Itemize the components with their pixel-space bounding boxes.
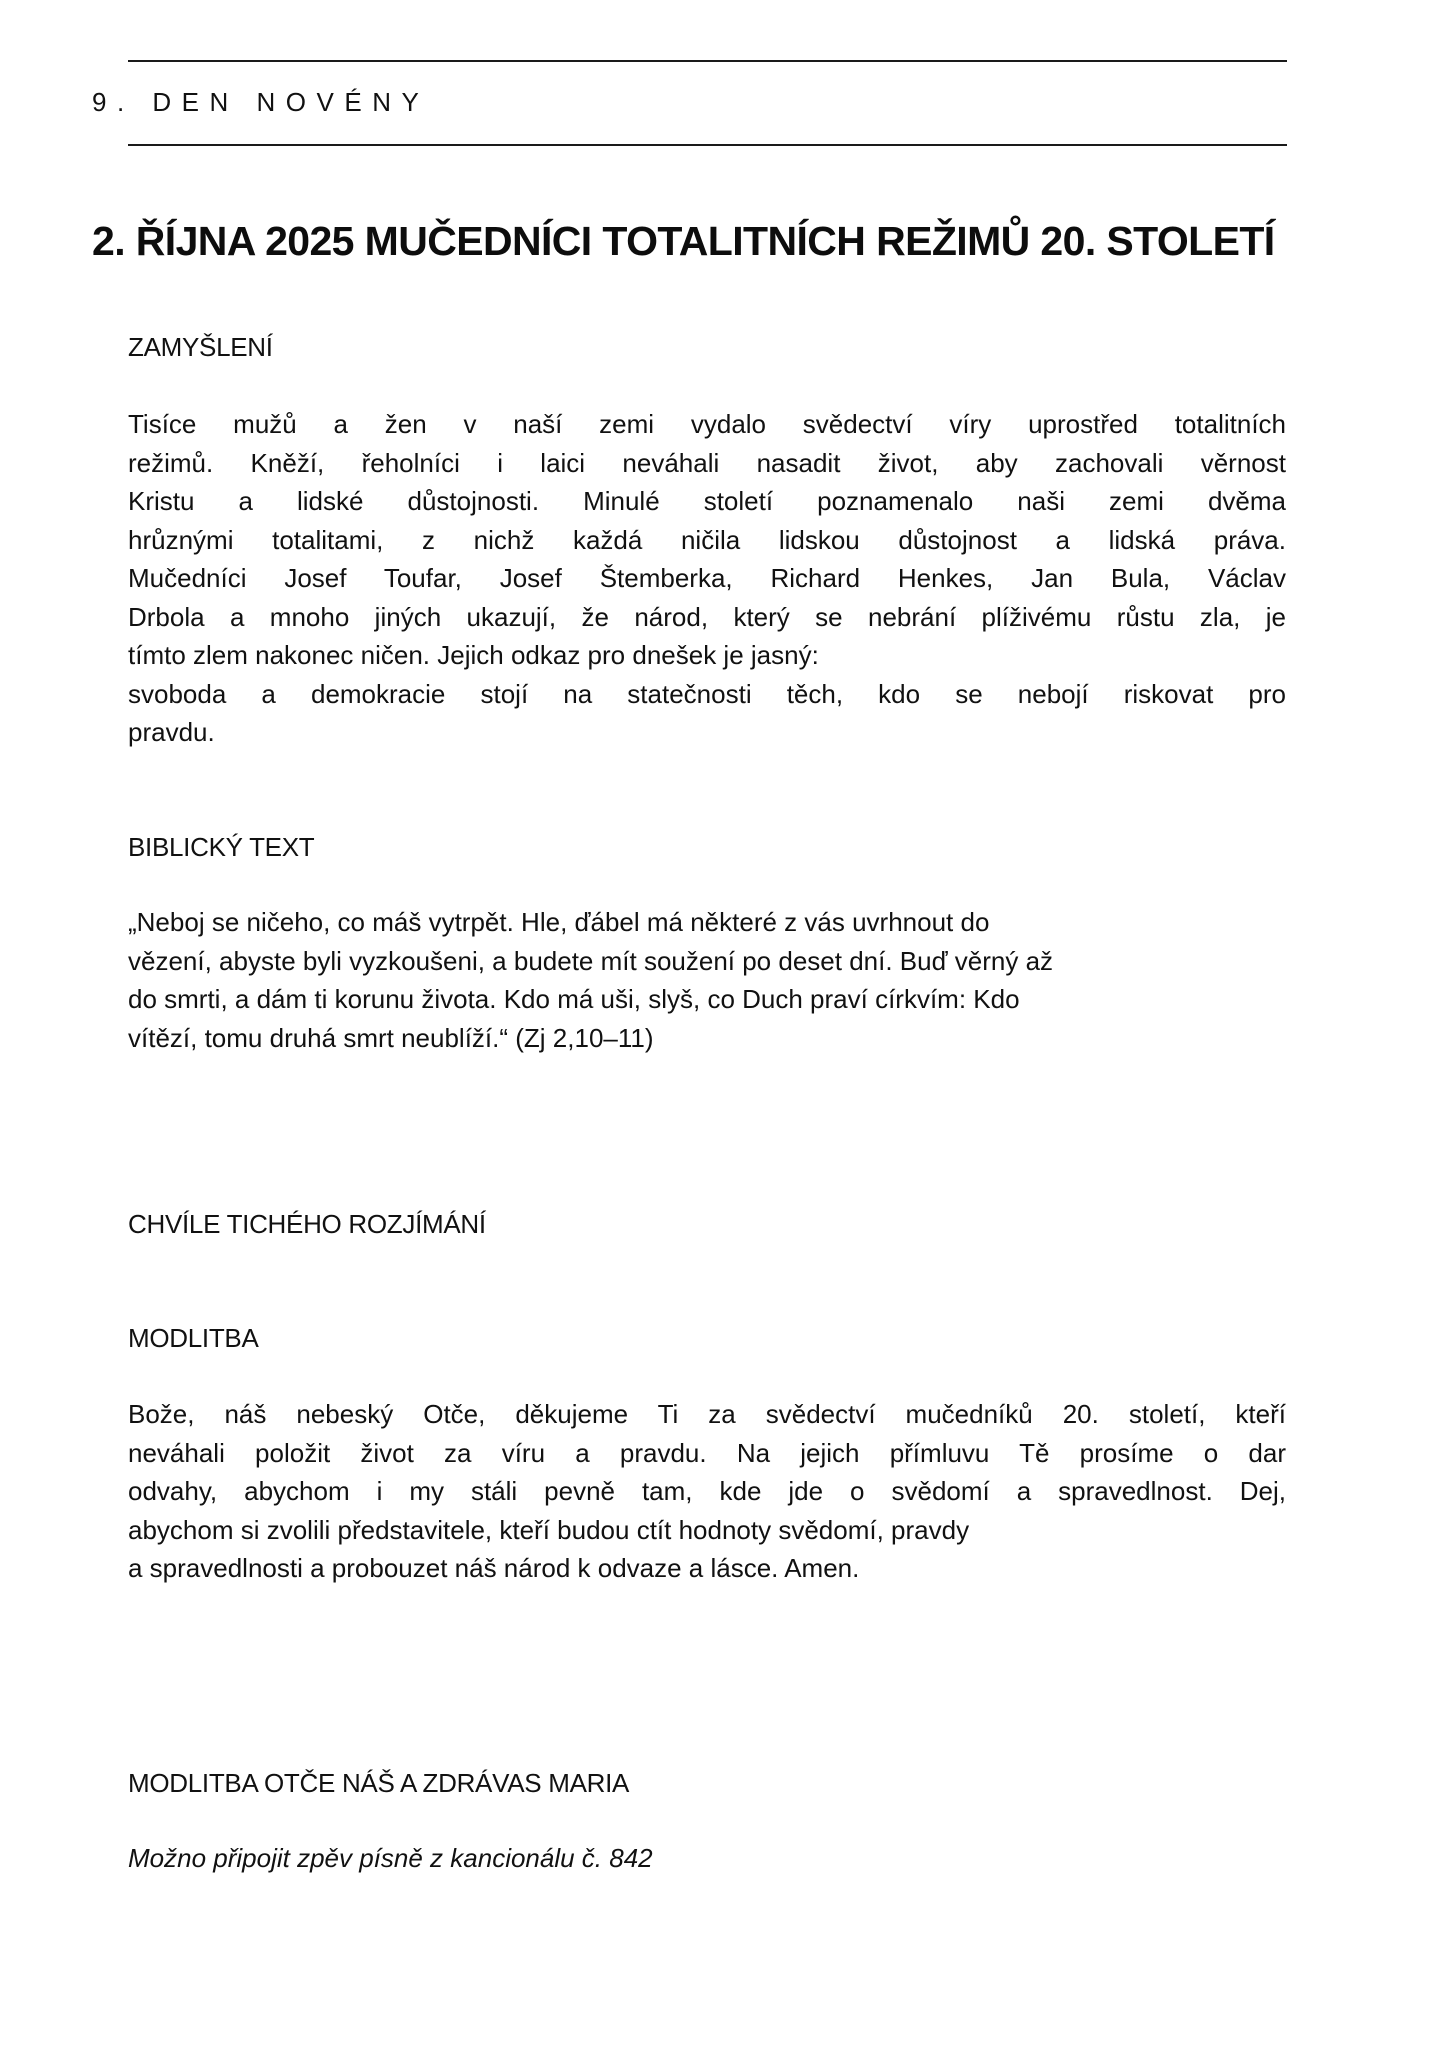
bible-quote-line: do smrti, a dám ti korunu života. Kdo má uši, slyš, co Duch praví církvím: Kdo [128,984,1020,1014]
reflection-line: Mučedníci Josef Toufar, Josef Štemberka, Richard Henkes, Jan Bula, Václav [128,563,1286,593]
novena-day-label: 9. DEN NOVÉNY [92,87,430,117]
bible-quote [128,903,1286,1057]
reflection-line: Drbola a mnoho jiných ukazují, že národ, který se nebrání plíživému růstu zla, je [128,601,1286,632]
reflection-heading: ZAMYŠLENÍ [128,332,273,362]
reflection-line: svoboda a demokracie stojí na statečnosti těch, kdo se nebojí riskovat pro [128,678,1286,709]
reflection-line: pravdu. [128,717,215,747]
reflection-paragraph [128,405,1286,752]
prayer-heading: MODLITBA [128,1323,259,1353]
bible-text-heading: BIBLICKÝ TEXT [128,832,315,862]
prayer-line: a spravedlnosti a probouzet náš národ k odvaze a lásce. Amen. [128,1553,860,1583]
prayer-line: Bože, náš nebeský Otče, děkujeme Ti za svědectví mučedníků 20. století, kteří [128,1399,1286,1429]
prayer-line: abychom si zvolili představitele, kteří budou ctít hodnoty svědomí, pravdy [128,1514,970,1545]
lords-prayer-heading: MODLITBA OTČE NÁŠ A ZDRÁVAS MARIA [128,1768,630,1798]
page-title: 2. ŘÍJNA 2025 MUČEDNÍCI TOTALITNÍCH REŽIMŮ 20. STOLETÍ [92,218,1275,264]
prayer-paragraph [128,1395,1286,1588]
prayer-line: odvahy, abychom i my stáli pevně tam, kde jde o svědomí a spravedlnost. Dej, [128,1476,1286,1506]
reflection-line: režimů. Kněží, řeholníci i laici neváhali nasadit život, aby zachovali věrnost [128,447,1286,478]
prayer-line: neváhali položit život za víru a pravdu. Na jejich přímluvu Tě prosíme o dar [128,1437,1286,1468]
hymn-note: Možno připojit zpěv písně z kancionálu č. 842 [128,1843,653,1873]
bible-quote-line: „Neboj se ničeho, co máš vytrpět. Hle, ďábel má některé z vás uvrhnout do [128,907,990,937]
reflection-line: Kristu a lidské důstojnosti. Minulé století poznamenalo naši zemi dvěma [128,486,1286,516]
header-top-rule [128,60,1287,62]
bible-quote-line: vítězí, tomu druhá smrt neublíží.“ (Zj 2,10–11) [128,1022,654,1053]
reflection-line: Tisíce mužů a žen v naší zemi vydalo svědectví víry uprostřed totalitních [128,409,1286,439]
reflection-line: tímto zlem nakonec ničen. Jejich odkaz pro dnešek je jasný: [128,640,819,670]
bible-quote-line: vězení, abyste byli vyzkoušeni, a budete mít soužení po deset dní. Buď věrný až [128,945,1054,976]
reflection-line: hrůznými totalitami, z nichž každá ničila lidskou důstojnost a lidská práva. [128,524,1286,555]
header-bottom-rule [128,144,1287,146]
silent-meditation-heading: CHVÍLE TICHÉHO ROZJÍMÁNÍ [128,1209,486,1239]
